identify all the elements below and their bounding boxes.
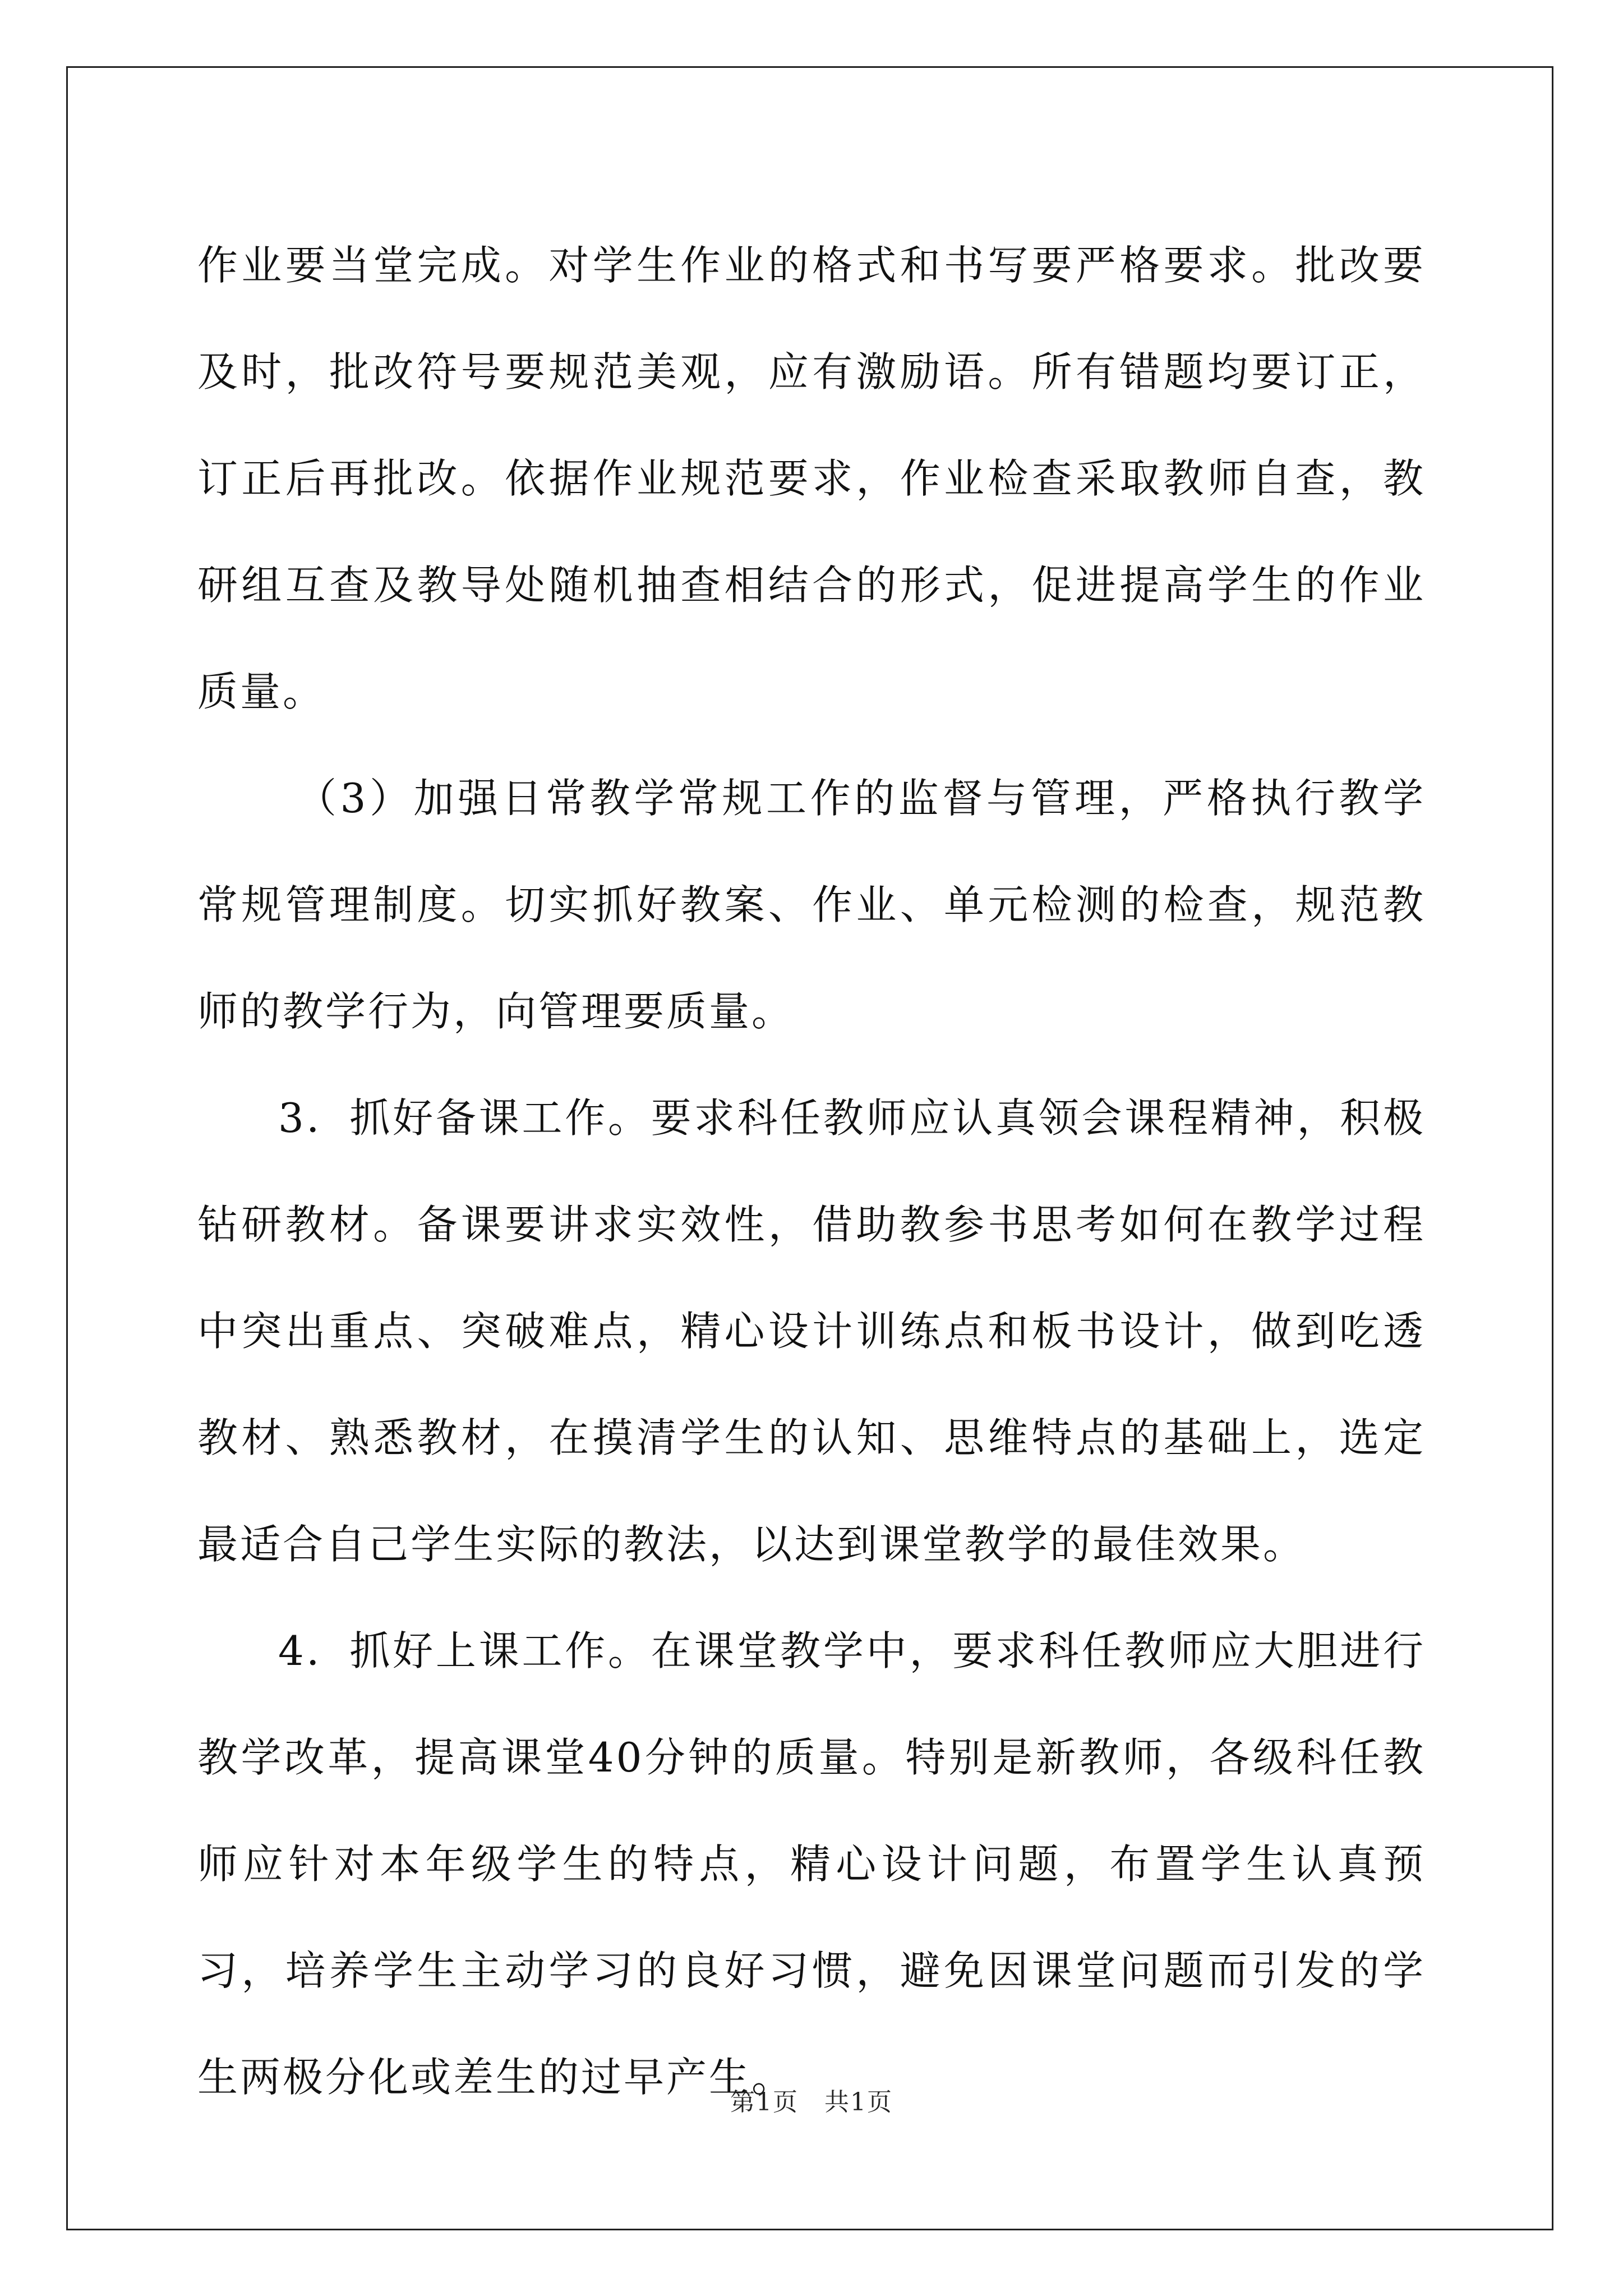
page-footer: 第1页 共1页	[730, 2088, 893, 2116]
paragraph-lesson-prep: 3．抓好备课工作。要求科任教师应认真领会课程精神，积极钻研教材。备课要讲求实效性，借助教参书思考如何在教学过程中突出重点、突破难点，精心设计训练点和板书设计，做到吃透教材、熟悉教材，在摸清学生的认知、思维特点的基础上，选定最适合自己学生实际的教法，以达到课堂教学的最佳效果。	[197, 1094, 1426, 1568]
paragraph-homework: 作业要当堂完成。对学生作业的格式和书写要严格要求。批改要及时，批改符号要规范美观，应有激励语。所有错题均要订正，订正后再批改。依据作业规范要求，作业检查采取教师自查，教研组互查及教导处随机抽查相结合的形式，促进提高学生的作业质量。	[197, 242, 1426, 715]
document-body	[197, 212, 1426, 2131]
paragraph-teaching: 4．抓好上课工作。在课堂教学中，要求科任教师应大胆进行教学改革，提高课堂40分钟的质量。特别是新教师，各级科任教师应针对本年级学生的特点，精心设计问题，布置学生认真预习，培养学生主动学习的良好习惯，避免因课堂问题而引发的学生两极分化或差生的过早产生。	[197, 1627, 1426, 2101]
paragraph-supervision: （3）加强日常教学常规工作的监督与管理，严格执行教学常规管理制度。切实抓好教案、作业、单元检测的检查，规范教师的教学行为，向管理要质量。	[197, 775, 1426, 1035]
